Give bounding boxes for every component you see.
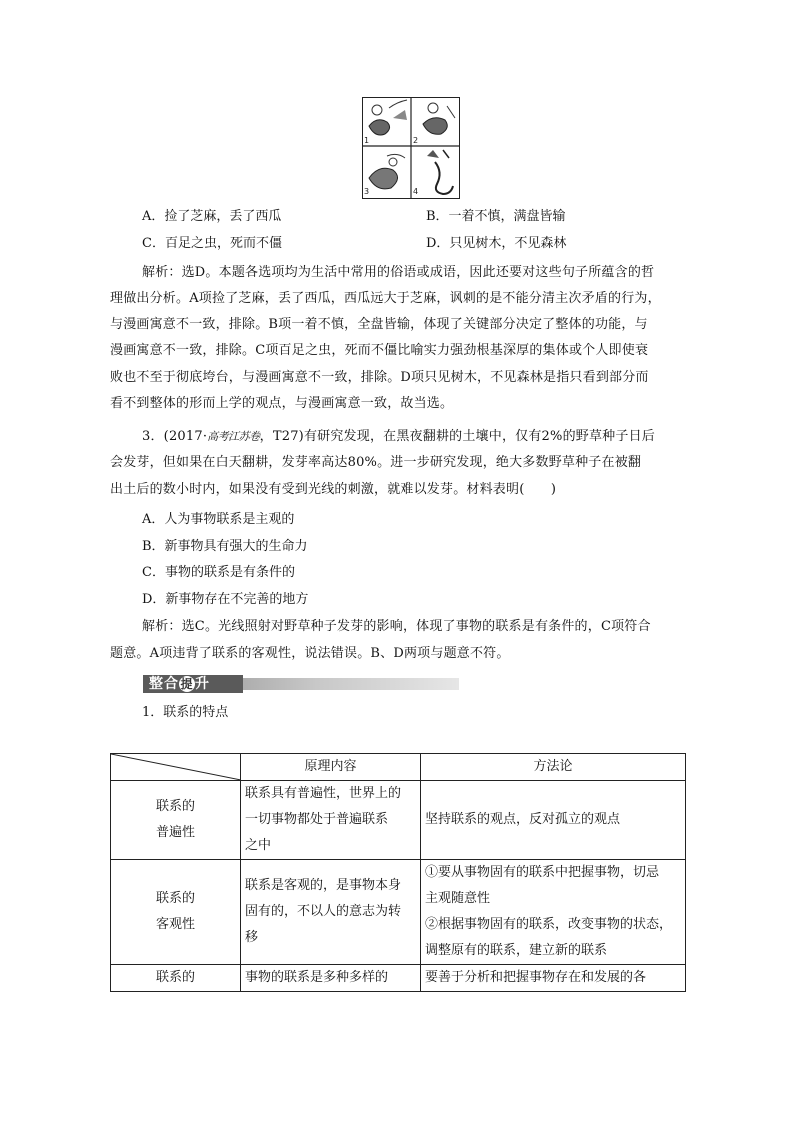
q2-analysis-line: 与漫画寓意不一致，排除。B项一着不慎，全盘皆输，体现了关键部分决定了整体的功能，与 (110, 317, 648, 332)
q3-stem-line: 出土后的数小时内，如果没有受到光线的刺激，就难以发芽。材料表明( ) (110, 482, 557, 497)
q3-suffix: ，T27)有研究发现，在黑夜翻耕的土壤中，仅有2%的野草种子日后 (259, 429, 655, 444)
q3-option-d: D．新事物存在不完善的地方 (142, 592, 309, 607)
method-line: 要善于分析和把握事物存在和发展的各 (425, 970, 647, 985)
diagonal-line (111, 754, 241, 780)
method-line: 主观随意性 (425, 891, 491, 906)
content-line: 移 (245, 930, 259, 945)
row-content (241, 965, 421, 992)
row-head-line: 普遍性 (155, 825, 195, 840)
table-corner-cell (111, 754, 241, 781)
q3-option-c: C．事物的联系是有条件的 (142, 565, 295, 580)
row-head-line: 联系的 (155, 970, 195, 985)
q2-option-a: A．捡了芝麻，丢了西瓜 (142, 209, 282, 224)
features-table (110, 753, 686, 992)
content-line: 一切事物都处于普遍联系 (245, 812, 389, 827)
method-line: 坚持联系的观点，反对孤立的观点 (425, 812, 621, 827)
table-row (111, 965, 686, 992)
content-line: 联系具有普遍性，世界上的 (245, 786, 402, 801)
method-line: ②根据事物固有的联系，改变事物的状态， (425, 917, 673, 932)
q2-analysis-line: 看不到整体的形而上学的观点，与漫画寓意一致，故当选。 (110, 396, 454, 411)
row-head-line: 联系的 (155, 799, 195, 814)
q3-option-a: A．人为事物联系是主观的 (142, 512, 295, 527)
content-line: 事物的联系是多种多样的 (245, 970, 389, 985)
table-row (111, 781, 686, 860)
q3-analysis-line: 题意。A项违背了联系的客观性，说法错误。B、D两项与题意不符。 (110, 646, 510, 661)
q3-analysis-line: 解析：选C。光线照射对野草种子发芽的影响，体现了事物的联系是有条件的，C项符合 (142, 619, 651, 634)
q2-analysis-line: 漫画寓意不一致，排除。C项百足之虫，死而不僵比喻实力强劲根基深厚的集体或个人即使衰 (110, 343, 649, 358)
method-line: 调整原有的联系，建立新的联系 (425, 943, 608, 958)
content-line: 联系是客观的，是事物本身 (245, 878, 402, 893)
banner-left: 整合 (149, 676, 179, 692)
section-banner (143, 675, 459, 693)
row-head (111, 965, 241, 992)
row-method (421, 860, 686, 965)
banner-label (143, 675, 243, 693)
comic-figure (362, 97, 460, 199)
row-content (241, 781, 421, 860)
content-line: 固有的，不以人的意志为转 (245, 904, 402, 919)
row-head-line: 联系的 (155, 891, 195, 906)
table-row (111, 860, 686, 965)
banner-circle: 提 (180, 677, 194, 691)
comic-panel-number: 1 (364, 136, 370, 145)
q3-prefix: 3．(2017· (142, 429, 208, 444)
table-header-content: 原理内容 (241, 754, 421, 781)
q2-option-c: C．百足之虫，死而不僵 (142, 236, 282, 251)
banner-right: 升 (195, 676, 210, 692)
comic-panel-number: 3 (364, 187, 370, 196)
q3-stem-line: 会发芽，但如果在白天翻耕，发芽率高达80%。进一步研究发现，绝大多数野草种子在被翻 (110, 455, 642, 470)
table-header-method: 方法论 (421, 754, 686, 781)
method-line: ①要从事物固有的联系中把握事物，切忌 (425, 865, 660, 880)
row-head (111, 781, 241, 860)
section1-title: 1．联系的特点 (142, 705, 229, 720)
q2-option-b: B．一着不慎，满盘皆输 (426, 209, 566, 224)
q2-option-d: D．只见树木，不见森林 (426, 236, 567, 251)
q2-analysis-line: 解析：选D。本题各选项均为生活中常用的俗语或成语，因此还要对这些句子所蕴含的哲 (142, 265, 655, 280)
comic-drawing (363, 98, 459, 198)
q3-source: 高考江苏卷 (207, 430, 260, 443)
comic-panel-number: 4 (413, 187, 419, 196)
comic-panel-number: 2 (413, 136, 419, 145)
row-content (241, 860, 421, 965)
content-line: 之中 (245, 838, 272, 853)
row-method (421, 965, 686, 992)
q3-stem-line (142, 427, 716, 447)
row-head (111, 860, 241, 965)
row-method (421, 781, 686, 860)
q2-analysis-line: 败也不至于彻底垮台，与漫画寓意不一致，排除。D项只见树木，不见森林是指只看到部分而 (110, 370, 649, 385)
row-head-line: 客观性 (155, 917, 195, 932)
q2-analysis-line: 理做出分析。A项捡了芝麻，丢了西瓜，西瓜远大于芝麻，讽刺的是不能分清主次矛盾的行为， (110, 291, 661, 306)
q3-option-b: B．新事物具有强大的生命力 (142, 539, 308, 554)
